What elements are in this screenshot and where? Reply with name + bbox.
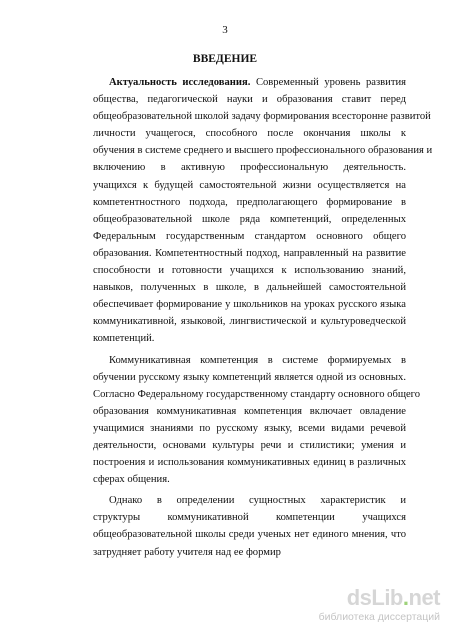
text-line: общества, педагогической науки и образования ставит перед (93, 94, 406, 106)
watermark-subtitle: библиотека диссертаций (318, 611, 440, 623)
watermark-brand: dsLib.net (346, 585, 440, 610)
text-line: учащимися знаниями по русскому языку, всеми видами речевой (93, 422, 406, 434)
watermark-logo (300, 585, 440, 625)
text-line: компетенций. (93, 333, 155, 345)
text-line: общеобразовательной школе ряда компетенций, определенных (93, 213, 406, 225)
text-line: Однако в определении сущностных характеристик и (109, 495, 406, 507)
body-text (93, 74, 433, 561)
text-line: структуры коммуникативной компетенции учащихся (93, 512, 406, 524)
text-line: Федеральным государственным стандартом основного общего (93, 230, 406, 242)
text-line: учащихся к будущей самостоятельной жизни осуществляется на (93, 179, 406, 191)
text-line: обеспечивает формирование у школьников на уроках русского языка (93, 299, 406, 311)
text-line: Коммуникативная компетенция в системе формируемых в (109, 354, 406, 366)
text-line: компетентностного подхода, предполагающего формирование в (93, 196, 406, 208)
text-line: сферах общения. (93, 474, 170, 486)
text-line: способности и готовности учащихся к использованию знаний, (93, 265, 406, 277)
text-line: образования. Компетентностный подход, направленный на развитие (93, 247, 406, 259)
text-line: общеобразовательной школы среди ученых нет единого мнения, что (93, 529, 406, 541)
text-line: навыков, полученных в школе, в дальнейшей самостоятельной (93, 282, 406, 294)
text-line: затрудняет работу учителя над ее формир (93, 546, 281, 558)
text-line: общеобразовательной школой задачу формирования всесторонне развитой (93, 111, 431, 123)
page-number: 3 (222, 24, 228, 36)
text-line: Актуальность исследования. Современный уровень развития (109, 77, 406, 88)
text-line: обучении русскому языку компетенций является одной из основных. (93, 371, 406, 383)
section-title: ВВЕДЕНИЕ (192, 53, 258, 65)
text-line: Согласно Федеральному государственному стандарту основного общего (93, 388, 421, 400)
text-line: образования коммуникативная компетенция включает овладение (93, 405, 406, 417)
text-line: коммуникативной, языковой, лингвистической и культуроведческой (93, 316, 406, 328)
text-line: включению в активную профессиональную деятельность. (93, 162, 406, 174)
text-line: построения и использования коммуникативных единиц в различных (93, 457, 406, 469)
text-line: обучения в системе среднего и высшего профессионального образования и (93, 145, 433, 157)
text-line: личности учащегося, способного после окончания школы к (93, 128, 406, 140)
text-line: деятельности, основами культуры речи и стилистики; умения и (93, 439, 406, 451)
